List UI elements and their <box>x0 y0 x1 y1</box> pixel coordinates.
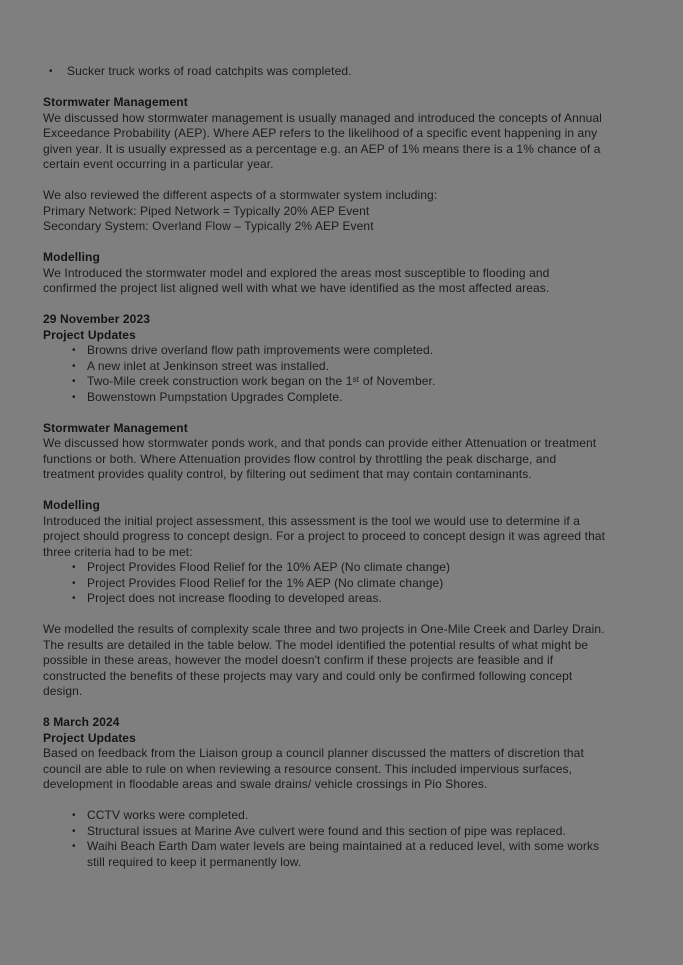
section-heading: Stormwater Management <box>43 95 188 109</box>
paragraph-line: Primary Network: Piped Network = Typically 20% AEP Event <box>43 203 370 218</box>
list-item <box>43 560 643 576</box>
list-item-text: Browns drive overland flow path improvements were completed. <box>87 343 434 357</box>
bullet-marker-icon: • <box>72 810 76 821</box>
blank-line <box>43 235 643 251</box>
bullet-marker-icon: • <box>72 825 76 837</box>
paragraph-line: We Introduced the stormwater model and explored the areas most susceptible to flooding and <box>43 265 550 280</box>
blank-line <box>43 80 643 96</box>
list-item-text: Bowenstown Pumpstation Upgrades Complete. <box>87 389 343 404</box>
list-item-text: A new inlet at Jenkinson street was installed. <box>87 358 330 373</box>
paragraph-line: Introduced the initial project assessment, this assessment is the tool we would use to determine if a <box>43 513 581 528</box>
paragraph-line: We also reviewed the different aspects of a stormwater system including: <box>43 188 438 202</box>
paragraph-line: development in floodable areas and swale drains/ vehicle crossings in Pio Shores. <box>43 777 488 791</box>
list-item-text: Project does not increase flooding to developed areas. <box>87 591 382 605</box>
blank-line <box>43 483 643 499</box>
list-item-text: Two-Mile creek construction work began on the 1ˢᵗ of November. <box>87 374 436 388</box>
paragraph-line: constructed the benefits of these projects may vary and could only be confirmed following concept <box>43 668 573 683</box>
paragraph-line: Secondary System: Overland Flow – Typically 2% AEP Event <box>43 219 374 233</box>
bullet-marker-icon: • <box>49 66 53 77</box>
list-item <box>43 359 643 375</box>
paragraph-line: Based on feedback from the Liaison group a council planner discussed the matters of discretion that <box>43 746 584 760</box>
list-item <box>43 824 643 840</box>
paragraph-line: council are able to rule on when reviewing a resource consent. This included impervious surfaces, <box>43 761 573 776</box>
paragraph-line: treatment provides quality control, by filtering out sediment that may contain contaminants. <box>43 467 532 481</box>
section-heading: Modelling <box>43 250 100 264</box>
paragraph-line: We discussed how stormwater management is usually managed and introduced the concepts of Annual <box>43 110 602 125</box>
list-item-text: Project Provides Flood Relief for the 1% AEP (No climate change) <box>87 575 444 590</box>
paragraph-line: The results are detailed in the table below. The model identified the potential results of what might be <box>43 637 589 652</box>
section-heading: Modelling <box>43 498 100 512</box>
list-item <box>43 808 643 824</box>
paragraph <box>43 746 643 793</box>
list-item-text: Waihi Beach Earth Dam water levels are being maintained at a reduced level, with some works <box>87 839 600 853</box>
paragraph-line: confirmed the project list aligned well with what we have identified as the most affected areas. <box>43 281 550 295</box>
paragraph <box>43 111 643 173</box>
paragraph-line: certain event occurring in a particular year. <box>43 157 274 171</box>
blank-line <box>43 173 643 189</box>
paragraph <box>43 514 643 561</box>
section-heading: Stormwater Management <box>43 420 188 435</box>
paragraph-line: We discussed how stormwater ponds work, and that ponds can provide either Attenuation or treatment <box>43 436 597 450</box>
bullet-list <box>43 808 643 870</box>
bullet-marker-icon: • <box>72 562 76 573</box>
paragraph <box>43 622 643 700</box>
list-item-text: still required to keep it permanently low. <box>87 854 302 869</box>
list-item-text: CCTV works were completed. <box>87 808 249 822</box>
paragraph <box>43 436 643 483</box>
paragraph-line: functions or both. Where Attenuation provides flow control by throttling the peak discharge, and <box>43 451 557 466</box>
section-heading: Project Updates <box>43 327 136 342</box>
paragraph-line: Exceedance Probability (AEP). Where AEP refers to the likelihood of a specific event happening in any <box>43 126 598 140</box>
document-content <box>43 64 643 870</box>
list-item-text: Structural issues at Marine Ave culvert were found and this section of pipe was replaced. <box>87 823 566 838</box>
paragraph-line: three criteria had to be met: <box>43 544 193 559</box>
bullet-list <box>43 560 643 607</box>
bullet-list <box>43 343 643 405</box>
bullet-marker-icon: • <box>72 577 76 589</box>
bullet-list <box>43 64 643 80</box>
list-item <box>43 591 643 607</box>
paragraph-line: possible in these areas, however the model doesn't confirm if these projects are feasible and if <box>43 653 554 667</box>
bullet-marker-icon: • <box>72 360 76 372</box>
section-heading: Project Updates <box>43 730 136 745</box>
paragraph-line: We modelled the results of complexity scale three and two projects in One-Mile Creek and Darley Drain. <box>43 622 605 636</box>
paragraph <box>43 266 643 297</box>
blank-line <box>43 793 643 809</box>
list-item <box>43 390 643 406</box>
blank-line <box>43 297 643 313</box>
bullet-marker-icon: • <box>72 345 76 356</box>
bullet-marker-icon: • <box>72 593 76 604</box>
list-item-text: Project Provides Flood Relief for the 10% AEP (No climate change) <box>87 560 451 574</box>
section-heading: 29 November 2023 <box>43 312 150 326</box>
paragraph-line: design. <box>43 684 83 698</box>
list-item <box>43 343 643 359</box>
blank-line <box>43 700 643 716</box>
blank-line <box>43 405 643 421</box>
bullet-marker-icon: • <box>72 376 76 387</box>
list-item-text: Sucker truck works of road catchpits was completed. <box>67 64 352 78</box>
bullet-marker-icon: • <box>72 391 76 403</box>
section-heading: 8 March 2024 <box>43 715 120 729</box>
paragraph-line: project should progress to concept design. For a project to proceed to concept design it was agreed that <box>43 529 606 543</box>
paragraph-line: given year. It is usually expressed as a percentage e.g. an AEP of 1% means there is a 1% chance of a <box>43 141 601 156</box>
paragraph <box>43 188 643 235</box>
blank-line <box>43 607 643 623</box>
list-item <box>43 839 643 870</box>
list-item <box>43 576 643 592</box>
bullet-marker-icon: • <box>72 841 76 852</box>
list-item <box>43 64 643 80</box>
list-item <box>43 374 643 390</box>
